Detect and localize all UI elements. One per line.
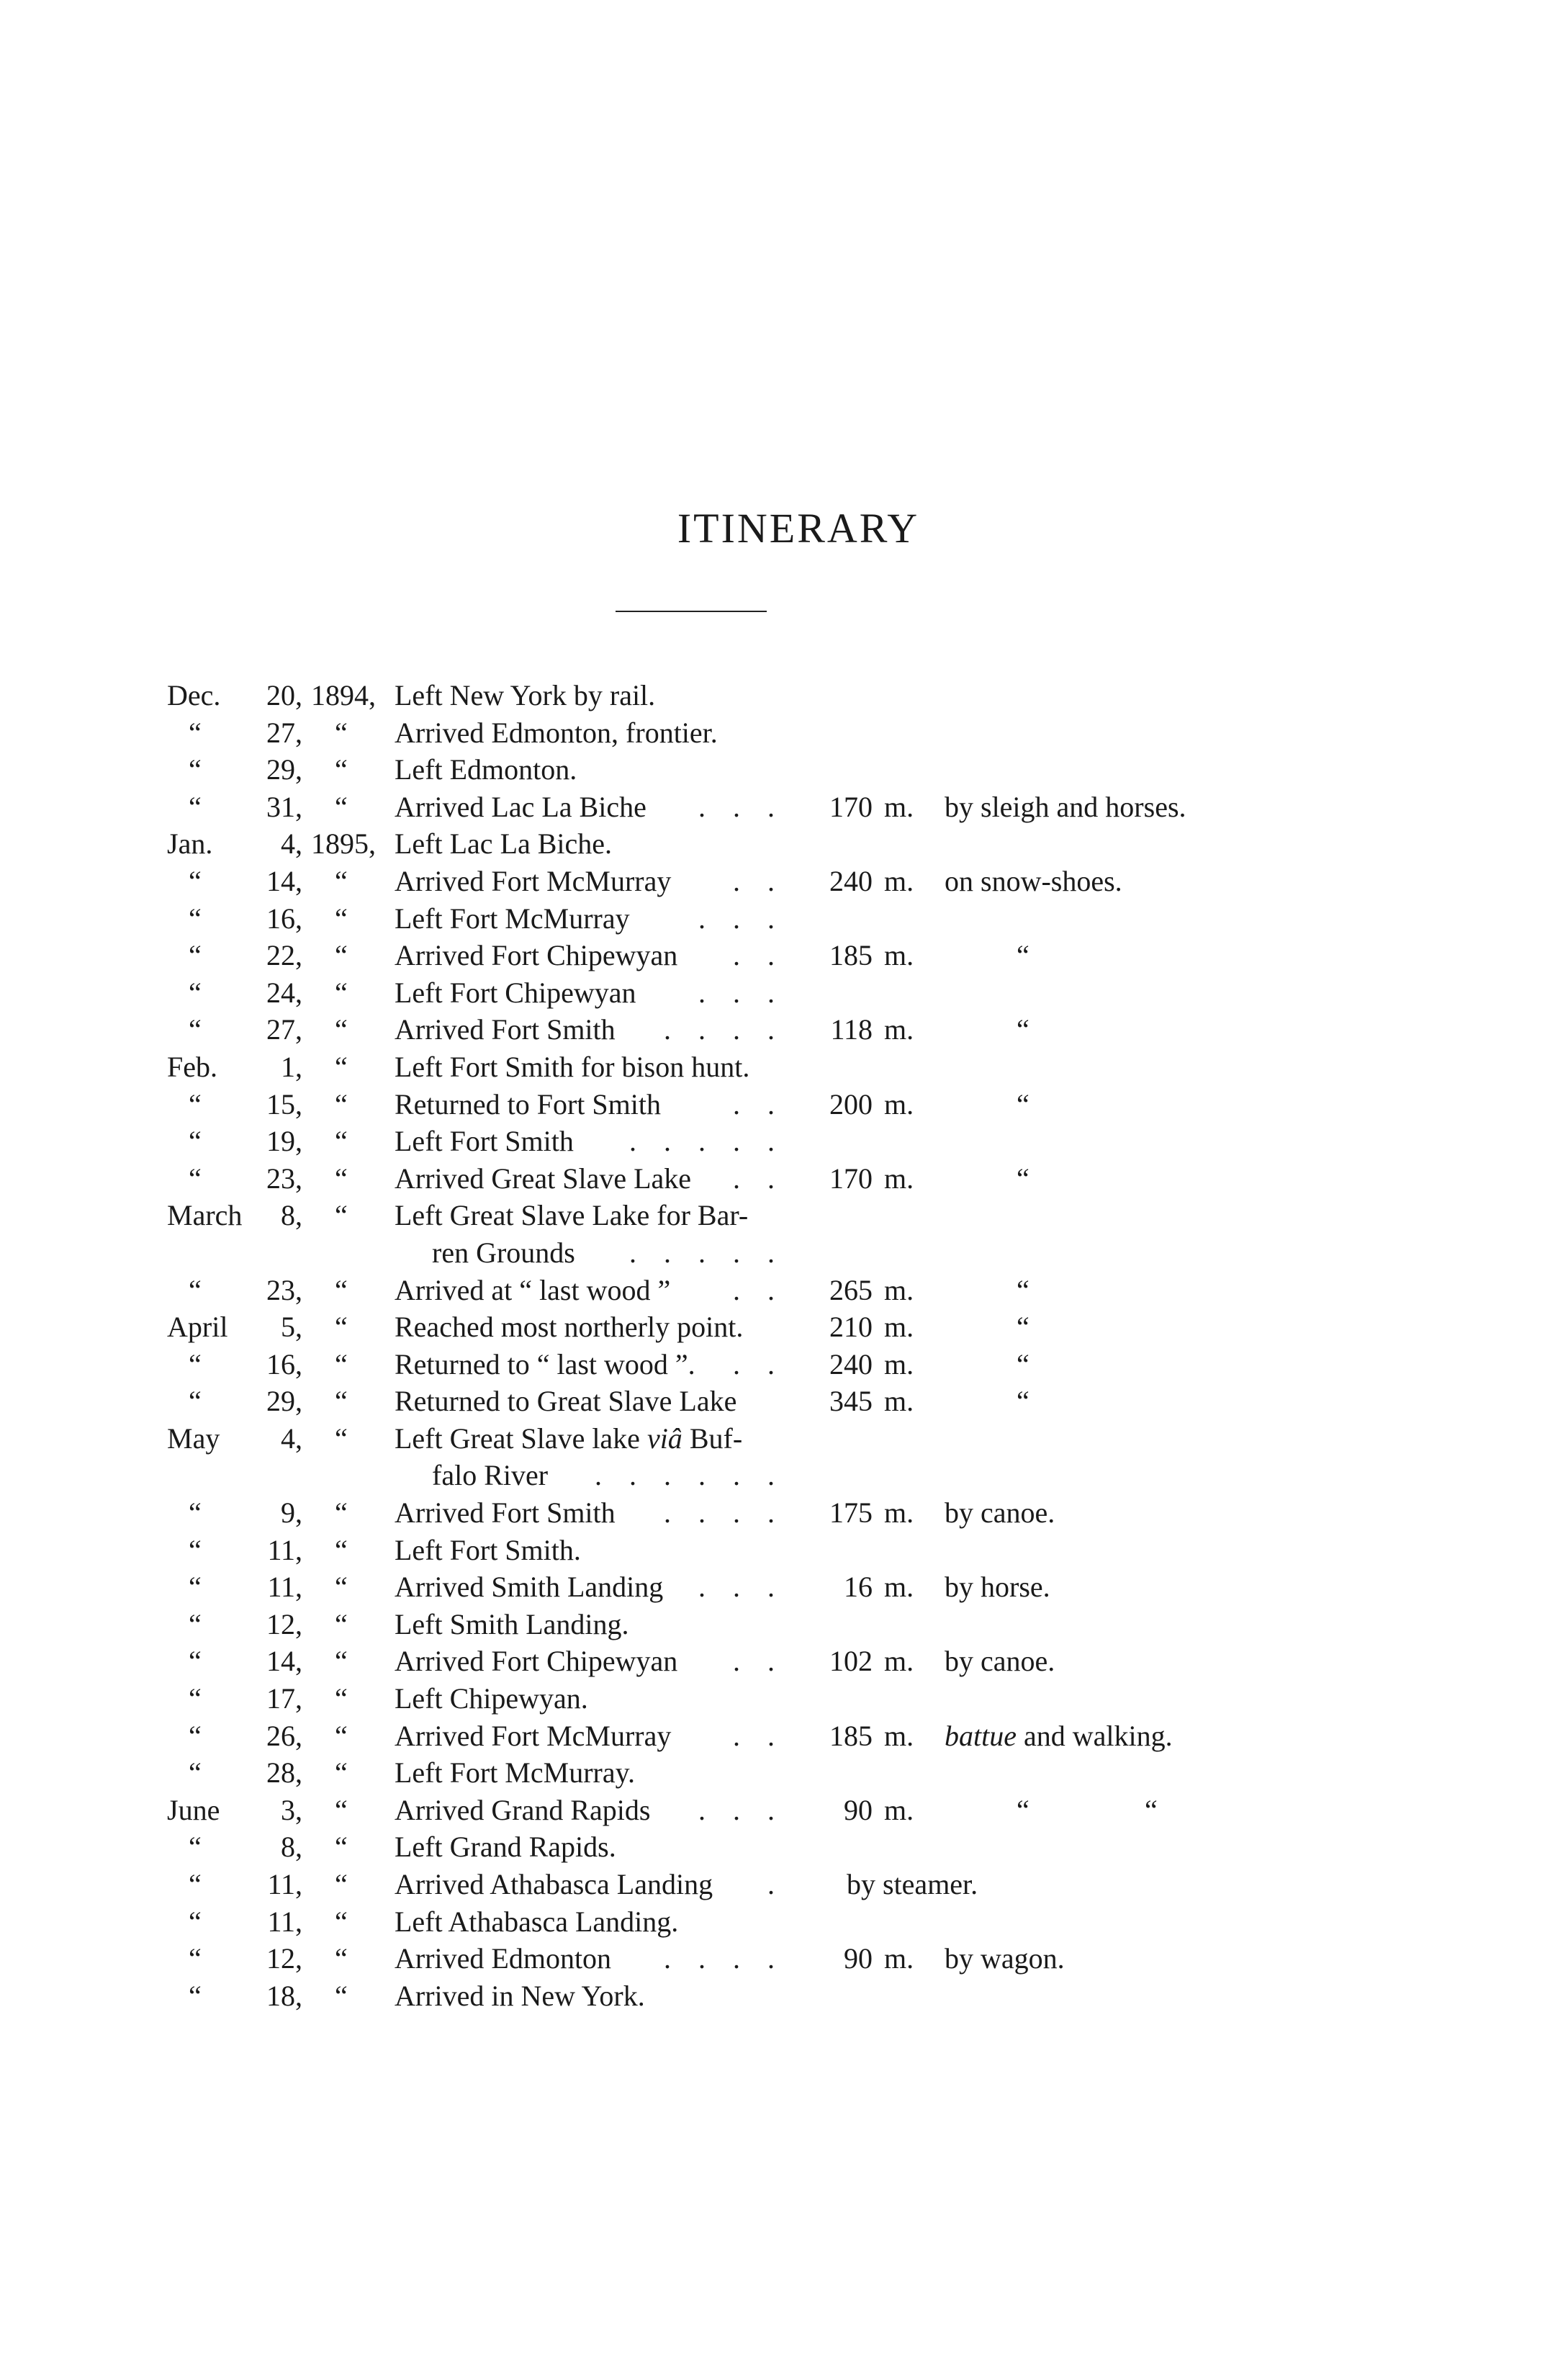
entry-month: “ bbox=[189, 939, 202, 972]
itinerary-row bbox=[0, 1086, 1568, 1123]
entry-mode-secondary: “ bbox=[1145, 1793, 1158, 1826]
entry-event: Arrived Athabasca Landing bbox=[395, 1868, 713, 1900]
entry-distance: 185 bbox=[829, 939, 873, 972]
entry-year: “ bbox=[335, 1905, 348, 1938]
entry-day: 12, bbox=[266, 1942, 302, 1975]
entry-event: Arrived Smith Landing bbox=[395, 1571, 664, 1604]
entry-day: 11, bbox=[267, 1868, 302, 1900]
entry-distance: 170 bbox=[829, 790, 873, 823]
entry-year: “ bbox=[335, 1347, 348, 1380]
entry-event: Reached most northerly point. bbox=[395, 1311, 744, 1344]
entry-day: 14, bbox=[266, 1645, 302, 1678]
entry-event: Left Chipewyan. bbox=[395, 1682, 588, 1715]
entry-day: 20, bbox=[266, 679, 302, 711]
entry-mode: by canoe. bbox=[945, 1496, 1055, 1530]
entry-day: 1, bbox=[281, 1050, 302, 1083]
leader-dots: . . . bbox=[698, 976, 785, 1009]
entry-month: “ bbox=[189, 1385, 202, 1418]
entry-month: “ bbox=[189, 976, 202, 1009]
itinerary-row bbox=[0, 1494, 1568, 1532]
itinerary-table bbox=[0, 677, 1568, 2014]
itinerary-row bbox=[0, 1123, 1568, 1160]
leader-dots: . bbox=[767, 1868, 785, 1900]
entry-mode: by canoe. bbox=[945, 1645, 1055, 1678]
entry-event: Arrived Fort McMurray bbox=[395, 864, 672, 897]
page-title: ITINERARY bbox=[677, 505, 920, 552]
entry-day: 29, bbox=[266, 1385, 302, 1418]
entry-year: “ bbox=[335, 1050, 348, 1083]
entry-month: Jan. bbox=[167, 827, 213, 861]
entry-event: Arrived Fort Smith bbox=[395, 1013, 616, 1046]
entry-day: 19, bbox=[266, 1125, 302, 1158]
entry-year: “ bbox=[335, 1013, 348, 1046]
entry-month: June bbox=[167, 1793, 220, 1826]
entry-unit: m. bbox=[884, 939, 914, 972]
entry-distance: 170 bbox=[829, 1162, 873, 1195]
entry-event: Left Grand Rapids. bbox=[395, 1831, 616, 1864]
entry-month: “ bbox=[189, 1347, 202, 1380]
entry-event: Arrived Fort McMurray bbox=[395, 1719, 672, 1752]
entry-mode: “ bbox=[1017, 1273, 1029, 1306]
entry-mode: “ bbox=[1017, 1793, 1029, 1826]
entry-month: “ bbox=[189, 1013, 202, 1046]
entry-mode: battue and walking. bbox=[945, 1719, 1173, 1752]
leader-dots: . . bbox=[733, 864, 785, 897]
entry-year: “ bbox=[335, 1645, 348, 1678]
itinerary-row bbox=[0, 900, 1568, 938]
entry-event: Left Fort Smith for bison hunt. bbox=[395, 1050, 750, 1083]
entry-year: “ bbox=[335, 1756, 348, 1790]
itinerary-row bbox=[0, 1792, 1568, 1829]
entry-month: May bbox=[167, 1422, 220, 1455]
leader-dots: . . bbox=[733, 1347, 785, 1380]
entry-year: “ bbox=[335, 864, 348, 897]
entry-unit: m. bbox=[884, 1793, 914, 1826]
entry-distance: 90 bbox=[844, 1942, 873, 1975]
leader-dots: . . bbox=[733, 939, 785, 972]
itinerary-row bbox=[0, 1532, 1568, 1569]
entry-day: 8, bbox=[281, 1831, 302, 1864]
itinerary-row bbox=[0, 1940, 1568, 1977]
itinerary-row bbox=[0, 1866, 1568, 1903]
entry-month: Feb. bbox=[167, 1050, 217, 1083]
entry-year: “ bbox=[335, 1831, 348, 1864]
entry-event: Returned to Fort Smith bbox=[395, 1087, 661, 1121]
entry-day: 11, bbox=[267, 1905, 302, 1938]
leader-dots: . . bbox=[733, 1645, 785, 1678]
itinerary-row bbox=[0, 1420, 1568, 1458]
leader-dots: . . . bbox=[698, 902, 785, 935]
entry-event: Arrived Fort Chipewyan bbox=[395, 1645, 678, 1678]
entry-month: “ bbox=[189, 1162, 202, 1195]
entry-year: “ bbox=[335, 1533, 348, 1566]
entry-event: Left Fort McMurray bbox=[395, 902, 630, 935]
entry-event: Arrived Fort Chipewyan bbox=[395, 939, 678, 972]
leader-dots: . . . . . bbox=[629, 1236, 785, 1269]
entry-distance: 118 bbox=[830, 1013, 873, 1046]
entry-year: “ bbox=[335, 753, 348, 786]
entry-year: “ bbox=[335, 1682, 348, 1715]
entry-year: “ bbox=[335, 1125, 348, 1158]
itinerary-row bbox=[0, 937, 1568, 974]
entry-event: Arrived Great Slave Lake bbox=[395, 1162, 692, 1195]
entry-distance: 90 bbox=[844, 1793, 873, 1826]
itinerary-row bbox=[0, 974, 1568, 1012]
entry-day: 15, bbox=[266, 1087, 302, 1121]
entry-mode: “ bbox=[1017, 939, 1029, 972]
entry-event: Left Edmonton. bbox=[395, 753, 577, 786]
entry-event: Left Fort McMurray. bbox=[395, 1756, 635, 1790]
entry-day: 28, bbox=[266, 1756, 302, 1790]
entry-event: Arrived Grand Rapids bbox=[395, 1793, 651, 1826]
entry-year: “ bbox=[335, 1607, 348, 1640]
entry-distance: 102 bbox=[829, 1645, 873, 1678]
entry-event: Left Fort Chipewyan bbox=[395, 976, 636, 1009]
entry-unit: m. bbox=[884, 1571, 914, 1604]
leader-dots: . . bbox=[733, 1719, 785, 1752]
leader-dots: . . . bbox=[698, 790, 785, 823]
itinerary-row bbox=[0, 1977, 1568, 2015]
itinerary-row bbox=[0, 751, 1568, 789]
itinerary-row bbox=[0, 789, 1568, 826]
entry-event: Left Athabasca Landing. bbox=[395, 1905, 679, 1938]
entry-mode: on snow-shoes. bbox=[945, 864, 1122, 897]
itinerary-row bbox=[0, 1606, 1568, 1643]
entry-mode: by wagon. bbox=[945, 1942, 1065, 1975]
entry-day: 23, bbox=[266, 1162, 302, 1195]
entry-year: “ bbox=[335, 1311, 348, 1344]
entry-day: 4, bbox=[281, 827, 302, 861]
entry-year: 1895, bbox=[311, 827, 376, 861]
entry-event: Left Great Slave lake viâ Buf- bbox=[395, 1422, 743, 1455]
itinerary-row bbox=[0, 1383, 1568, 1420]
entry-event: Returned to Great Slave Lake bbox=[395, 1385, 737, 1418]
entry-year: “ bbox=[335, 1571, 348, 1604]
entry-month: “ bbox=[189, 1571, 202, 1604]
entry-event: Arrived in New York. bbox=[395, 1979, 645, 2012]
entry-event: Left Lac La Biche. bbox=[395, 827, 613, 861]
entry-month: March bbox=[167, 1199, 243, 1232]
entry-year: “ bbox=[335, 1087, 348, 1121]
itinerary-row bbox=[0, 1234, 1568, 1272]
entry-unit: m. bbox=[884, 790, 914, 823]
entry-event: Arrived Edmonton, frontier. bbox=[395, 716, 718, 749]
leader-dots: . . bbox=[733, 1087, 785, 1121]
entry-unit: m. bbox=[884, 1645, 914, 1678]
entry-unit: m. bbox=[884, 1013, 914, 1046]
entry-mode: “ bbox=[1017, 1385, 1029, 1418]
leader-dots: . . . . bbox=[664, 1496, 785, 1530]
itinerary-row bbox=[0, 1160, 1568, 1198]
entry-day: 16, bbox=[266, 902, 302, 935]
leader-dots: . . . bbox=[698, 1793, 785, 1826]
entry-unit: m. bbox=[884, 1162, 914, 1195]
entry-unit: m. bbox=[884, 1311, 914, 1344]
entry-event: Left New York by rail. bbox=[395, 679, 656, 711]
entry-day: 9, bbox=[281, 1496, 302, 1530]
entry-day: 4, bbox=[281, 1422, 302, 1455]
leader-dots: . . . . bbox=[664, 1013, 785, 1046]
entry-day: 26, bbox=[266, 1719, 302, 1752]
entry-mode: “ bbox=[1017, 1013, 1029, 1046]
itinerary-row bbox=[0, 1717, 1568, 1755]
entry-distance: 345 bbox=[829, 1385, 873, 1418]
leader-dots: . . bbox=[733, 1273, 785, 1306]
entry-distance: 210 bbox=[829, 1311, 873, 1344]
entry-day: 11, bbox=[267, 1571, 302, 1604]
entry-month: “ bbox=[189, 1831, 202, 1864]
entry-day: 23, bbox=[266, 1273, 302, 1306]
entry-month: “ bbox=[189, 1682, 202, 1715]
entry-year: “ bbox=[335, 976, 348, 1009]
entry-month: “ bbox=[189, 1125, 202, 1158]
itinerary-row bbox=[0, 863, 1568, 900]
entry-month: “ bbox=[189, 1979, 202, 2012]
entry-event: Left Smith Landing. bbox=[395, 1607, 629, 1640]
entry-mode: by sleigh and horses. bbox=[945, 790, 1186, 823]
entry-distance: 185 bbox=[829, 1719, 873, 1752]
entry-month: “ bbox=[189, 902, 202, 935]
entry-month: “ bbox=[189, 1496, 202, 1530]
leader-dots: . . . . . bbox=[629, 1125, 785, 1158]
itinerary-row bbox=[0, 1680, 1568, 1717]
entry-mode: “ bbox=[1017, 1162, 1029, 1195]
leader-dots: . . . . . . bbox=[595, 1459, 785, 1492]
entry-day: 29, bbox=[266, 753, 302, 786]
entry-unit: m. bbox=[884, 1719, 914, 1752]
entry-day: 31, bbox=[266, 790, 302, 823]
entry-month: “ bbox=[189, 753, 202, 786]
itinerary-row bbox=[0, 1568, 1568, 1606]
entry-unit: m. bbox=[884, 1496, 914, 1530]
entry-mode: “ bbox=[1017, 1311, 1029, 1344]
entry-year: “ bbox=[335, 1979, 348, 2012]
entry-event: Left Fort Smith. bbox=[395, 1533, 581, 1566]
itinerary-row bbox=[0, 1011, 1568, 1048]
entry-day: 12, bbox=[266, 1607, 302, 1640]
entry-unit: m. bbox=[884, 1087, 914, 1121]
entry-unit: m. bbox=[884, 864, 914, 897]
entry-month: “ bbox=[189, 1942, 202, 1975]
entry-distance: 240 bbox=[829, 1347, 873, 1380]
entry-day: 16, bbox=[266, 1347, 302, 1380]
entry-mode: by steamer. bbox=[847, 1868, 978, 1900]
entry-unit: m. bbox=[884, 1942, 914, 1975]
entry-year: “ bbox=[335, 1942, 348, 1975]
itinerary-row bbox=[0, 1272, 1568, 1309]
itinerary-row bbox=[0, 1457, 1568, 1494]
entry-year: “ bbox=[335, 1273, 348, 1306]
entry-month: “ bbox=[189, 1719, 202, 1752]
entry-event: Arrived Edmonton bbox=[395, 1942, 612, 1975]
entry-month: “ bbox=[189, 864, 202, 897]
entry-month: “ bbox=[189, 1868, 202, 1900]
entry-month: “ bbox=[189, 1905, 202, 1938]
leader-dots: . . . bbox=[698, 1571, 785, 1604]
entry-year: “ bbox=[335, 790, 348, 823]
entry-year: “ bbox=[335, 1199, 348, 1232]
entry-mode: “ bbox=[1017, 1087, 1029, 1121]
entry-distance: 265 bbox=[829, 1273, 873, 1306]
entry-year: “ bbox=[335, 939, 348, 972]
entry-day: 11, bbox=[267, 1533, 302, 1566]
entry-event: Arrived Fort Smith bbox=[395, 1496, 616, 1530]
itinerary-row bbox=[0, 677, 1568, 714]
entry-mode: by horse. bbox=[945, 1571, 1050, 1604]
entry-day: 27, bbox=[266, 716, 302, 749]
entry-year: 1894, bbox=[311, 679, 376, 711]
entry-year: “ bbox=[335, 1719, 348, 1752]
itinerary-row bbox=[0, 1754, 1568, 1792]
entry-month: “ bbox=[189, 1756, 202, 1790]
entry-distance: 175 bbox=[829, 1496, 873, 1530]
itinerary-row bbox=[0, 1903, 1568, 1941]
entry-year: “ bbox=[335, 1868, 348, 1900]
entry-event: ren Grounds bbox=[432, 1236, 575, 1269]
itinerary-row bbox=[0, 714, 1568, 752]
itinerary-row bbox=[0, 1828, 1568, 1866]
entry-year: “ bbox=[335, 1496, 348, 1530]
leader-dots: . . bbox=[733, 1162, 785, 1195]
entry-month: “ bbox=[189, 790, 202, 823]
entry-unit: m. bbox=[884, 1385, 914, 1418]
entry-event: Left Fort Smith bbox=[395, 1125, 574, 1158]
entry-day: 22, bbox=[266, 939, 302, 972]
entry-day: 24, bbox=[266, 976, 302, 1009]
entry-year: “ bbox=[335, 1422, 348, 1455]
entry-year: “ bbox=[335, 1385, 348, 1418]
itinerary-row bbox=[0, 1346, 1568, 1383]
itinerary-row bbox=[0, 825, 1568, 863]
entry-mode: “ bbox=[1017, 1347, 1029, 1380]
entry-day: 27, bbox=[266, 1013, 302, 1046]
itinerary-row bbox=[0, 1308, 1568, 1346]
entry-month: “ bbox=[189, 1087, 202, 1121]
itinerary-row bbox=[0, 1048, 1568, 1086]
itinerary-row bbox=[0, 1197, 1568, 1234]
entry-day: 8, bbox=[281, 1199, 302, 1232]
entry-distance: 240 bbox=[829, 864, 873, 897]
entry-day: 17, bbox=[266, 1682, 302, 1715]
entry-month: “ bbox=[189, 716, 202, 749]
entry-day: 5, bbox=[281, 1311, 302, 1344]
entry-distance: 16 bbox=[844, 1571, 873, 1604]
itinerary-row bbox=[0, 1643, 1568, 1680]
entry-distance: 200 bbox=[829, 1087, 873, 1121]
entry-month: “ bbox=[189, 1645, 202, 1678]
entry-month: “ bbox=[189, 1607, 202, 1640]
entry-month: Dec. bbox=[167, 679, 221, 711]
entry-day: 14, bbox=[266, 864, 302, 897]
entry-event: Left Great Slave Lake for Bar- bbox=[395, 1199, 749, 1232]
leader-dots: . . . . bbox=[664, 1942, 785, 1975]
entry-event: Arrived at “ last wood ” bbox=[395, 1273, 671, 1306]
entry-year: “ bbox=[335, 1793, 348, 1826]
entry-day: 3, bbox=[281, 1793, 302, 1826]
entry-year: “ bbox=[335, 716, 348, 749]
entry-month: April bbox=[167, 1311, 228, 1344]
entry-year: “ bbox=[335, 1162, 348, 1195]
entry-month: “ bbox=[189, 1533, 202, 1566]
entry-event: falo River bbox=[432, 1459, 549, 1492]
entry-event: Returned to “ last wood ”. bbox=[395, 1347, 695, 1380]
entry-event: Arrived Lac La Biche bbox=[395, 790, 646, 823]
title-rule bbox=[616, 611, 767, 612]
entry-month: “ bbox=[189, 1273, 202, 1306]
entry-day: 18, bbox=[266, 1979, 302, 2012]
entry-unit: m. bbox=[884, 1347, 914, 1380]
entry-unit: m. bbox=[884, 1273, 914, 1306]
entry-year: “ bbox=[335, 902, 348, 935]
